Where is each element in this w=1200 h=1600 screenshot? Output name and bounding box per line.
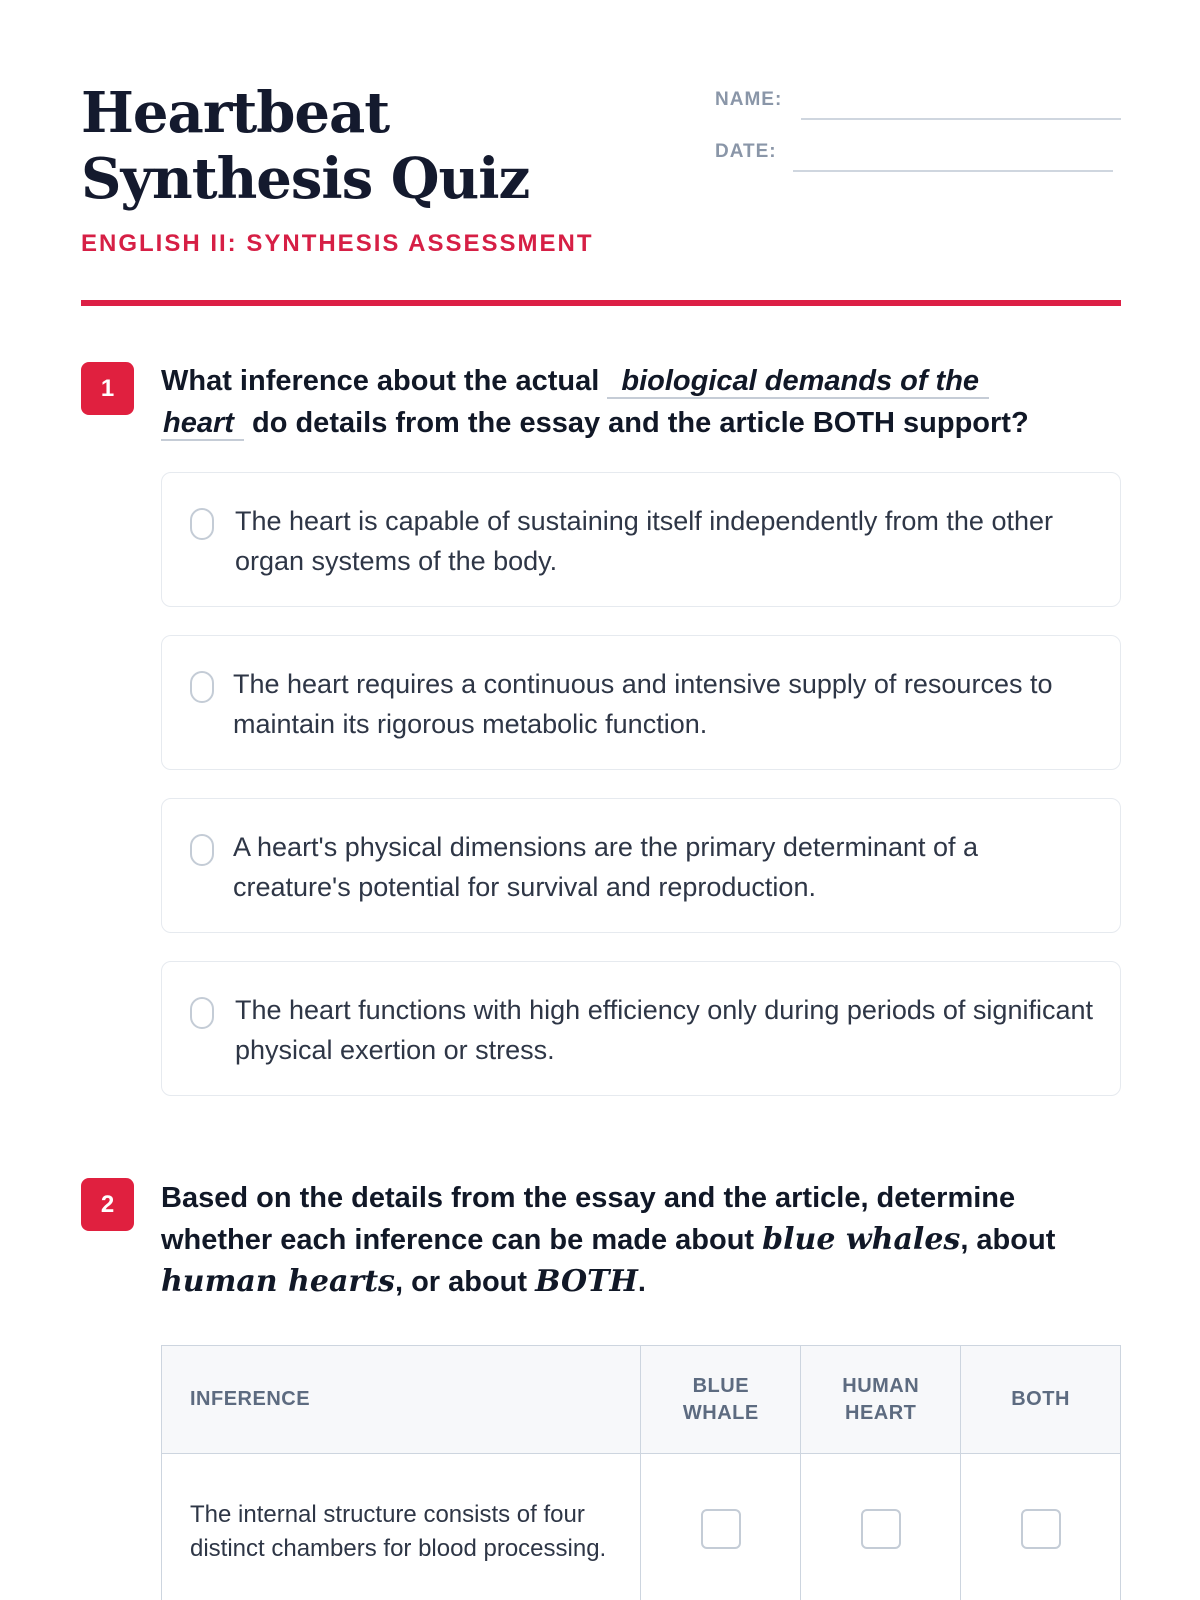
- table-header-row: [162, 1346, 1121, 1454]
- question-2-text-part4: .: [637, 1266, 646, 1298]
- question-2-text-part2: , about: [960, 1224, 1056, 1256]
- column-header-human-heart: HUMAN HEART: [801, 1346, 961, 1454]
- header-divider: [81, 300, 1121, 306]
- checkbox-blue-whale[interactable]: [701, 1509, 741, 1549]
- question-1-badge: 1: [81, 362, 134, 415]
- question-2-text-part3: , or about: [394, 1266, 528, 1298]
- question-2-prompt: [161, 1177, 1106, 1303]
- name-field[interactable]: [715, 80, 1121, 132]
- question-1-option-c[interactable]: [161, 798, 1121, 933]
- option-text: The heart is capable of sustaining itself independently from the other organ systems of the body.: [235, 506, 1053, 576]
- question-2-text-part1: Based on the details from the essay and the article, determine whether each inference can be made about: [161, 1182, 1016, 1256]
- column-header-blue-whale: BLUE WHALE: [641, 1346, 801, 1454]
- radio-icon[interactable]: [190, 997, 214, 1029]
- name-label: NAME:: [715, 89, 783, 110]
- checkbox-human-heart[interactable]: [861, 1509, 901, 1549]
- radio-icon[interactable]: [190, 834, 214, 866]
- question-2-emphasis-both: BOTH: [535, 1264, 638, 1299]
- option-text: A heart's physical dimensions are the primary determinant of a creature's potential for survival and reproduction.: [233, 832, 979, 902]
- date-input-line[interactable]: [793, 170, 1113, 172]
- radio-icon[interactable]: [190, 671, 214, 703]
- cell-blue-whale: [641, 1454, 801, 1600]
- column-header-inference: INFERENCE: [162, 1346, 641, 1454]
- question-1-option-a[interactable]: [161, 472, 1121, 607]
- checkbox-both[interactable]: [1021, 1509, 1061, 1549]
- name-input-line[interactable]: [801, 118, 1121, 120]
- inference-text: The internal structure consists of four distinct chambers for blood processing.: [162, 1454, 641, 1600]
- question-1-prompt: [161, 360, 1121, 444]
- date-field[interactable]: [715, 132, 1121, 184]
- question-2-emphasis-human-hearts: human hearts: [161, 1264, 395, 1299]
- page-title: Heartbeat Synthesis Quiz: [81, 80, 530, 212]
- option-text: The heart functions with high efficiency only during periods of significant physical exertion or stress.: [235, 995, 1093, 1065]
- cell-both: [961, 1454, 1121, 1600]
- quiz-header: [81, 80, 1121, 306]
- question-1-blank-phrase-line2: heart: [161, 407, 244, 441]
- option-text: The heart requires a continuous and intensive supply of resources to maintain its rigorous metabolic function.: [233, 669, 1053, 739]
- question-2-badge: 2: [81, 1178, 134, 1231]
- student-info-fields: [715, 80, 1121, 184]
- question-1-option-b[interactable]: [161, 635, 1121, 770]
- question-2-emphasis-blue-whales: blue whales: [762, 1222, 961, 1257]
- date-label: DATE:: [715, 141, 777, 162]
- question-1-blank-phrase-line1: biological demands of the: [607, 365, 989, 399]
- course-subtitle: ENGLISH II: SYNTHESIS ASSESSMENT: [81, 230, 594, 257]
- question-1-text-after: do details from the essay and the article BOTH support?: [251, 407, 1029, 439]
- radio-icon[interactable]: [190, 508, 214, 540]
- cell-human-heart: [801, 1454, 961, 1600]
- table-row: [162, 1454, 1121, 1600]
- column-header-both: BOTH: [961, 1346, 1121, 1454]
- question-1-text-before: What inference about the actual: [161, 365, 600, 397]
- question-1-option-d[interactable]: [161, 961, 1121, 1096]
- inference-table: [161, 1345, 1121, 1600]
